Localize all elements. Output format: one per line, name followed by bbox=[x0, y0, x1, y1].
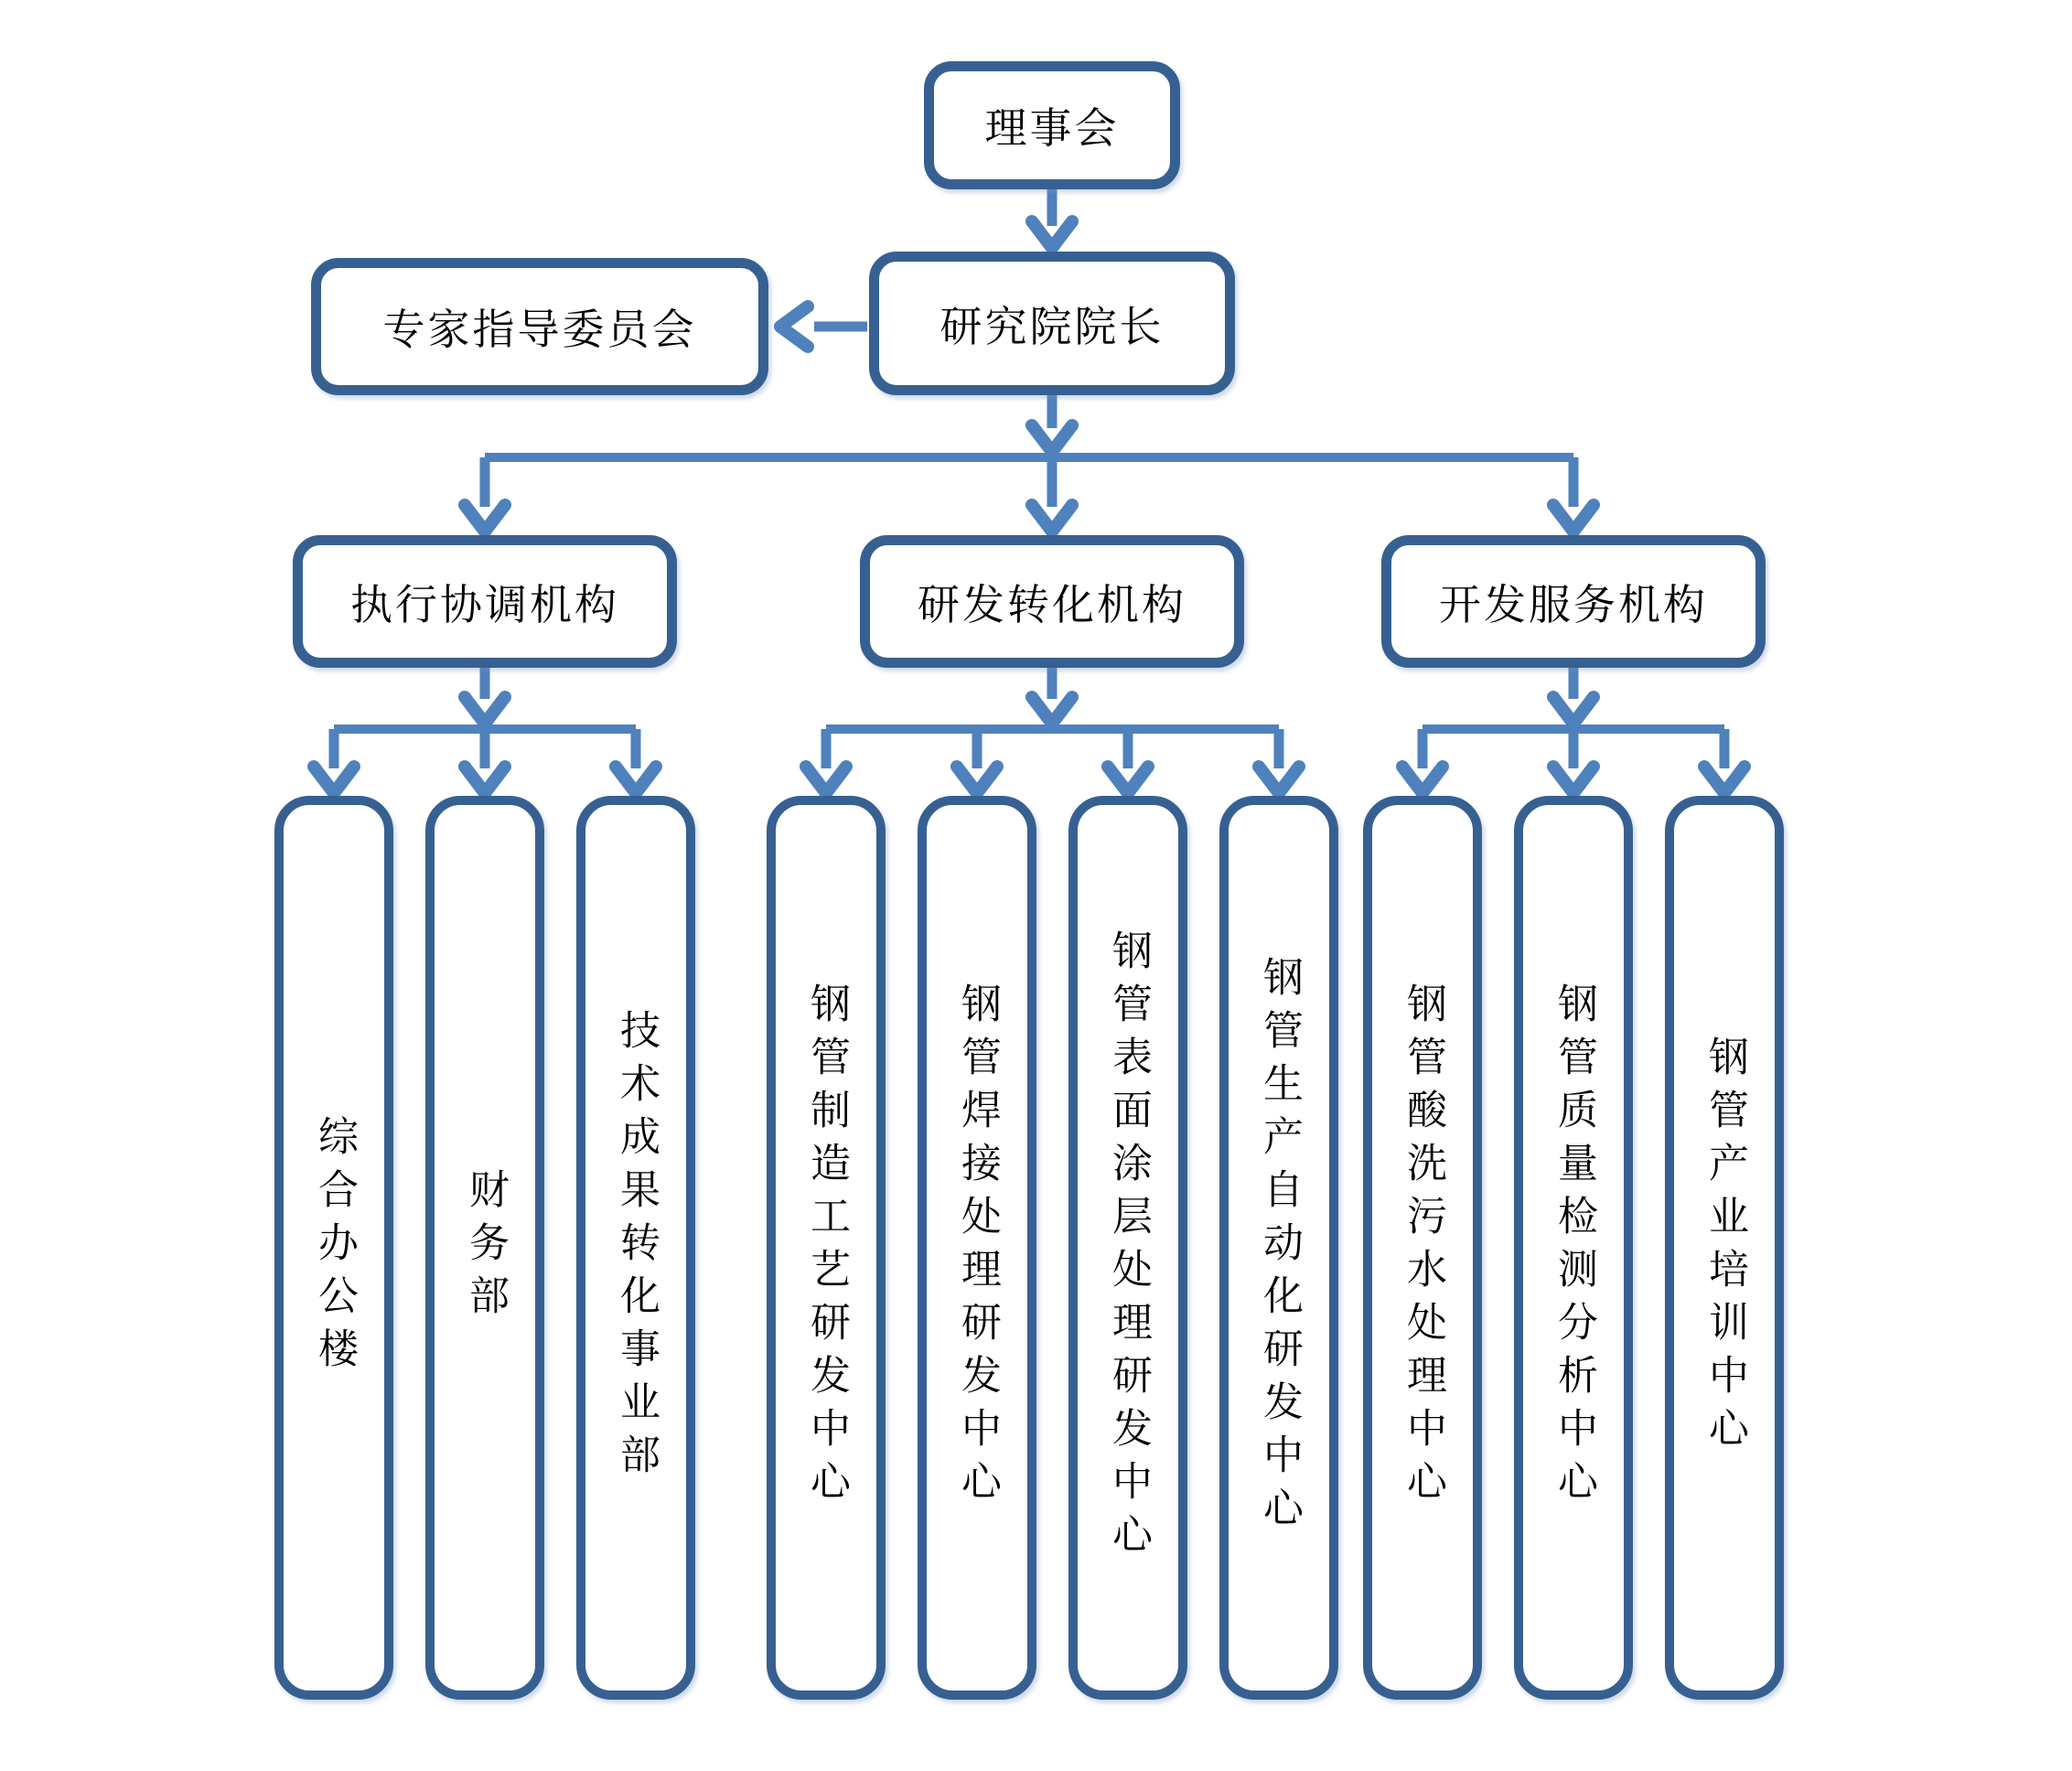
node-general-office bbox=[274, 796, 393, 1700]
arrowhead-down-icon bbox=[1032, 697, 1072, 724]
arrowhead-down-icon bbox=[314, 767, 354, 793]
node-expert-committee bbox=[311, 258, 768, 395]
arrowhead-down-icon bbox=[1259, 767, 1299, 793]
node-president bbox=[869, 252, 1235, 395]
node-production-automation-rnd-center bbox=[1219, 796, 1338, 1700]
node-label: 财务部 bbox=[463, 1168, 508, 1327]
node-board bbox=[924, 61, 1180, 189]
node-label: 技术成果转化事业部 bbox=[614, 1009, 659, 1487]
node-label: 钢管焊接处理研发中心 bbox=[955, 982, 1000, 1513]
node-rnd-transformation-agency bbox=[860, 535, 1244, 668]
arrowhead-down-icon bbox=[806, 767, 846, 793]
node-label: 钢管产业培训中心 bbox=[1702, 1036, 1747, 1460]
node-manufacturing-process-rnd-center bbox=[767, 796, 886, 1700]
arrowhead-down-icon bbox=[465, 697, 505, 724]
node-label: 研发转化机构 bbox=[918, 581, 1186, 628]
arrowhead-down-icon bbox=[1553, 767, 1594, 793]
node-label: 理事会 bbox=[984, 105, 1120, 152]
arrowhead-down-icon bbox=[1032, 505, 1072, 531]
node-label: 执行协调机构 bbox=[350, 581, 619, 628]
node-label: 综合办公楼 bbox=[312, 1115, 357, 1380]
node-finance-dept bbox=[425, 796, 544, 1700]
arrowhead-down-icon bbox=[1032, 425, 1072, 452]
arrowhead-down-icon bbox=[1402, 767, 1443, 793]
node-label: 研究院院长 bbox=[939, 303, 1165, 350]
node-surface-coating-rnd-center bbox=[1068, 796, 1187, 1700]
node-label: 开发服务机构 bbox=[1439, 581, 1708, 628]
arrowhead-down-icon bbox=[465, 505, 505, 531]
connector-group3-to-children bbox=[1402, 668, 1745, 793]
arrowhead-down-icon bbox=[1553, 697, 1594, 724]
node-executive-coordination-agency bbox=[293, 535, 677, 668]
node-quality-inspection-analysis-center bbox=[1514, 796, 1633, 1700]
connector-group2-to-children bbox=[806, 668, 1299, 793]
arrow-board-to-president bbox=[1032, 189, 1072, 248]
arrowhead-down-icon bbox=[1704, 767, 1745, 793]
node-label: 专家指导委员会 bbox=[382, 306, 697, 353]
node-tech-achievement-transfer-dept bbox=[576, 796, 695, 1700]
arrowhead-down-icon bbox=[1108, 767, 1148, 793]
arrowhead-down-icon bbox=[957, 767, 997, 793]
node-label: 钢管表面涂层处理研发中心 bbox=[1106, 929, 1151, 1566]
arrow-president-to-expert-committee bbox=[780, 306, 867, 347]
node-development-service-agency bbox=[1381, 535, 1766, 668]
arrowhead-left-icon bbox=[780, 306, 808, 347]
arrowhead-down-icon bbox=[465, 767, 505, 793]
node-pickling-wastewater-treatment-center bbox=[1363, 796, 1482, 1700]
node-label: 钢管酸洗污水处理中心 bbox=[1401, 982, 1445, 1513]
connector-group1-to-children bbox=[314, 668, 656, 793]
node-welding-treatment-rnd-center bbox=[918, 796, 1036, 1700]
arrowhead-down-icon bbox=[1553, 505, 1594, 531]
node-label: 钢管生产自动化研发中心 bbox=[1257, 956, 1302, 1540]
node-label: 钢管质量检测分析中心 bbox=[1551, 982, 1596, 1513]
arrowhead-down-icon bbox=[616, 767, 656, 793]
connector-president-to-branches bbox=[465, 395, 1594, 531]
node-label: 钢管制造工艺研发中心 bbox=[804, 982, 849, 1513]
node-industry-training-center bbox=[1665, 796, 1784, 1700]
